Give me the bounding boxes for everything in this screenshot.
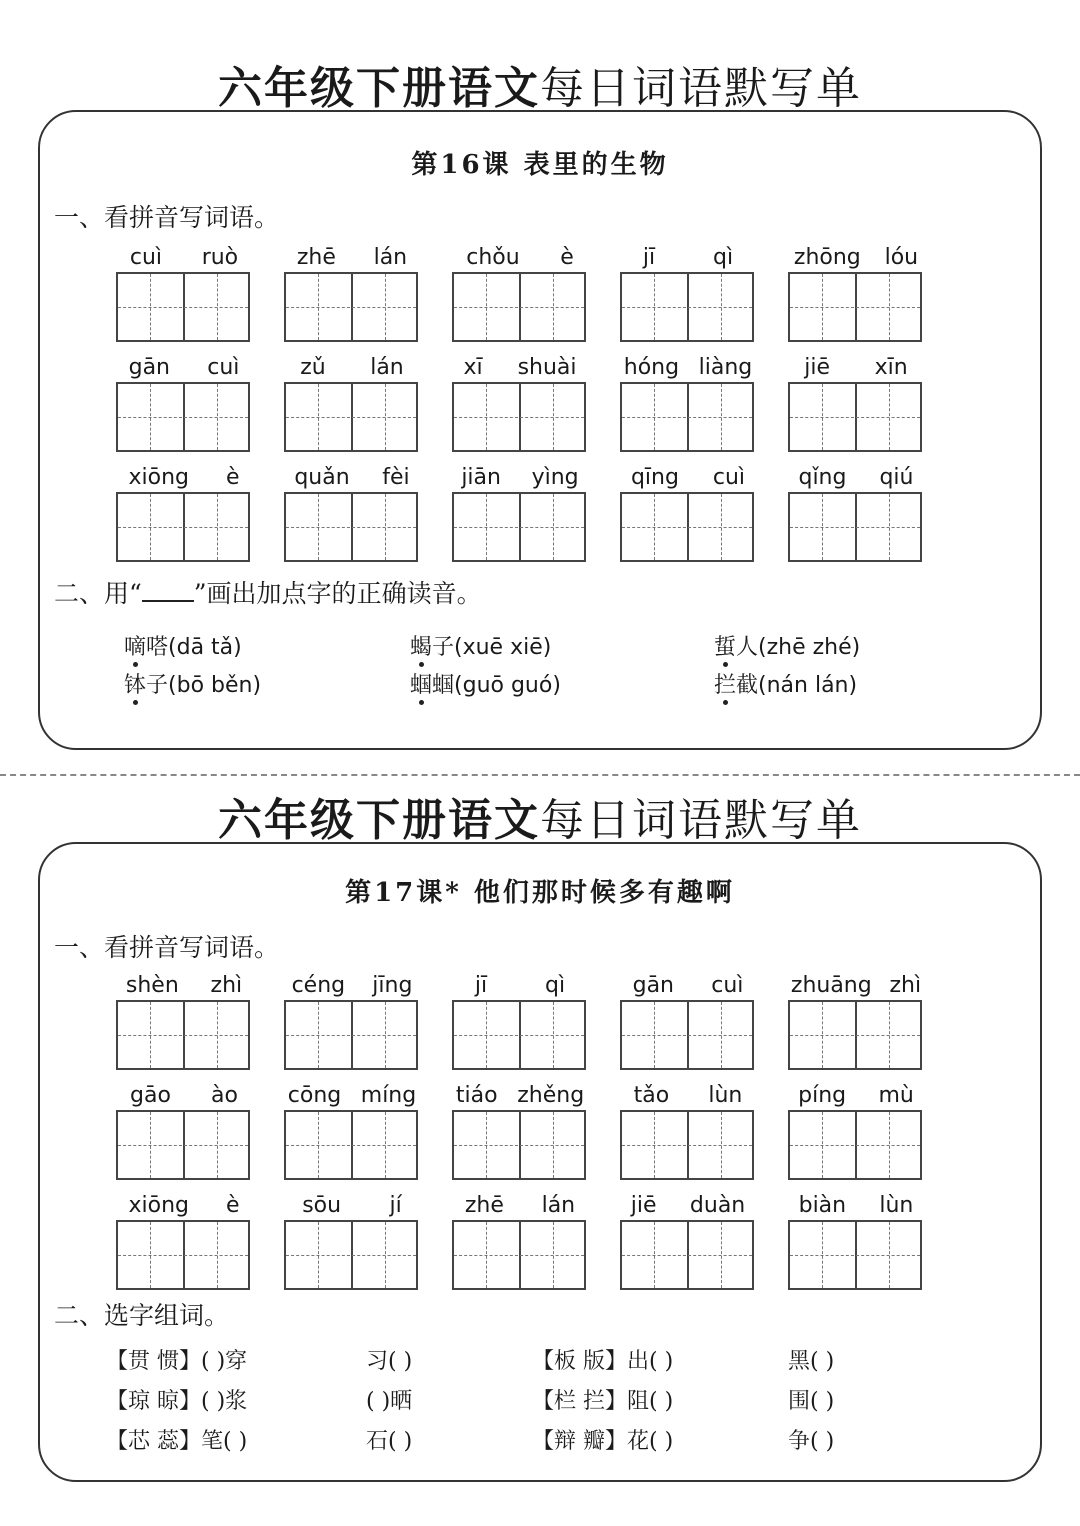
pinyin-syllable: mù: [878, 1083, 914, 1108]
pinyin-syllable: chǒu: [466, 245, 520, 270]
choose-row-3-left2: 石( ): [366, 1429, 413, 1454]
dotted-char: 蝈: [410, 668, 432, 699]
pinyin-syllable: zhěng: [517, 1083, 585, 1108]
pinyin-syllable: zhuāng: [790, 973, 872, 998]
pinyin-label: [278, 968, 426, 998]
choose-row-3-right2: 争( ): [788, 1429, 835, 1454]
writing-box[interactable]: [116, 272, 250, 342]
writing-box[interactable]: [452, 272, 586, 342]
writing-box[interactable]: [452, 1220, 586, 1290]
pinyin-syllable: jiē: [804, 355, 831, 380]
pinyin-syllable: è: [560, 245, 574, 270]
pinyin-syllable: liàng: [698, 355, 753, 380]
writing-box[interactable]: [284, 492, 418, 562]
pinyin-syllable: gān: [128, 355, 170, 380]
pinyin-syllable: zhē: [464, 1193, 504, 1218]
pinyin-syllable: xiōng: [128, 1193, 189, 1218]
question-text: 截(nán lán): [736, 673, 858, 698]
pinyin-syllable: cōng: [287, 1083, 342, 1108]
question-c2: [714, 668, 857, 699]
sheet1-title: [0, 52, 1080, 116]
pinyin-syllable: píng: [798, 1083, 847, 1108]
pinyin-syllable: ruò: [201, 245, 239, 270]
title-bold: 六年级下册语文: [218, 63, 540, 114]
section-pinyin-heading: 一、看拼音写词语。: [54, 933, 280, 962]
pinyin-label: [614, 1188, 762, 1218]
pinyin-syllable: cuì: [712, 465, 746, 490]
writing-box[interactable]: [284, 1110, 418, 1180]
question-text: 蝈(guō guó): [432, 673, 561, 698]
writing-box[interactable]: [788, 1110, 922, 1180]
pinyin-label: [278, 240, 426, 270]
pinyin-syllable: xīn: [874, 355, 908, 380]
underline-blank: [142, 600, 194, 602]
pinyin-syllable: míng: [360, 1083, 417, 1108]
pinyin-label: [446, 1078, 594, 1108]
question-text: 人(zhē zhé): [736, 635, 861, 660]
pinyin-syllable: jī: [642, 245, 656, 270]
question-a1: [124, 630, 242, 661]
pinyin-label: [614, 1078, 762, 1108]
choose-row-2-right: 【栏 拦】阻( ): [532, 1389, 674, 1414]
pinyin-label: [278, 1188, 426, 1218]
pinyin-syllable: tiáo: [455, 1083, 498, 1108]
pinyin-syllable: lán: [373, 245, 408, 270]
pinyin-syllable: quǎn: [294, 465, 350, 490]
writing-box[interactable]: [452, 382, 586, 452]
reading-heading-pre: 二、用“: [54, 579, 142, 608]
choose-row-1-left: 【贯 惯】( )穿: [106, 1349, 248, 1374]
pinyin-label: [614, 460, 762, 490]
choose-row-3-left: 【芯 蕊】笔( ): [106, 1429, 248, 1454]
pinyin-syllable: sōu: [302, 1193, 342, 1218]
pinyin-syllable: qǐng: [798, 465, 847, 490]
question-text: 嗒(dā tǎ): [146, 635, 242, 660]
pinyin-syllable: hóng: [623, 355, 680, 380]
writing-box[interactable]: [116, 492, 250, 562]
pinyin-syllable: cuì: [207, 355, 240, 380]
writing-box[interactable]: [116, 1110, 250, 1180]
pinyin-syllable: duàn: [689, 1193, 746, 1218]
pinyin-syllable: qīng: [630, 465, 679, 490]
pinyin-label: [110, 240, 258, 270]
pinyin-syllable: céng: [291, 973, 346, 998]
pinyin-label: [782, 1078, 930, 1108]
question-b2: [410, 668, 561, 699]
writing-box[interactable]: [788, 1000, 922, 1070]
pinyin-syllable: yìng: [531, 465, 579, 490]
pinyin-syllable: cuì: [711, 973, 744, 998]
pinyin-label: [110, 460, 258, 490]
section-reading-heading: [54, 574, 482, 610]
pinyin-syllable: qiú: [879, 465, 914, 490]
question-c1: [714, 630, 860, 661]
section-pinyin-heading: 一、看拼音写词语。: [54, 203, 280, 232]
pinyin-label: [110, 1078, 258, 1108]
choose-row-2-right2: 围( ): [788, 1389, 835, 1414]
pinyin-label: [110, 968, 258, 998]
writing-box[interactable]: [116, 382, 250, 452]
question-text: 子(bō běn): [146, 673, 262, 698]
writing-box[interactable]: [452, 1000, 586, 1070]
choose-row-3-right: 【辩 瓣】花( ): [532, 1429, 674, 1454]
pinyin-syllable: lóu: [884, 245, 919, 270]
pinyin-syllable: zhì: [889, 973, 922, 998]
pinyin-syllable: cuì: [129, 245, 162, 270]
pinyin-syllable: gāo: [130, 1083, 171, 1108]
dotted-char: 拦: [714, 668, 736, 699]
writing-box[interactable]: [788, 382, 922, 452]
pinyin-label: [110, 350, 258, 380]
pinyin-label: [614, 968, 762, 998]
pinyin-syllable: lùn: [708, 1083, 743, 1108]
pinyin-syllable: shèn: [125, 973, 179, 998]
pinyin-syllable: zhì: [210, 973, 243, 998]
sheet2-panel: [38, 842, 1042, 1482]
pinyin-syllable: zhē: [296, 245, 336, 270]
writing-box[interactable]: [284, 382, 418, 452]
dotted-char: 嘀: [124, 630, 146, 661]
pinyin-syllable: è: [225, 465, 240, 490]
pinyin-syllable: tǎo: [633, 1083, 670, 1108]
pinyin-syllable: shuài: [517, 355, 577, 380]
cut-line: [0, 774, 1080, 776]
pinyin-syllable: lán: [541, 1193, 576, 1218]
lesson-title: 第16课 表里的生物: [411, 150, 669, 180]
writing-box[interactable]: [284, 1220, 418, 1290]
writing-box[interactable]: [788, 1220, 922, 1290]
choose-row-2-left2: ( )晒: [366, 1389, 413, 1414]
sheet1-panel: [38, 110, 1042, 750]
choose-row-1-right2: 黑( ): [788, 1349, 835, 1374]
pinyin-syllable: jiān: [461, 465, 501, 490]
choose-row-1-right: 【板 版】出( ): [532, 1349, 674, 1374]
pinyin-syllable: biàn: [798, 1193, 847, 1218]
pinyin-syllable: xī: [463, 355, 483, 380]
pinyin-label: [446, 968, 594, 998]
dotted-char: 蝎: [410, 630, 432, 661]
question-a2: [124, 668, 261, 699]
writing-box[interactable]: [620, 1110, 754, 1180]
pinyin-syllable: qì: [713, 245, 734, 270]
pinyin-syllable: jī: [474, 973, 488, 998]
reading-heading-post: ”画出加点字的正确读音。: [193, 579, 482, 608]
lesson-title: 第17课* 他们那时候多有趣啊: [345, 878, 735, 908]
pinyin-syllable: gān: [632, 973, 674, 998]
section-choose-heading: 二、选字组词。: [54, 1301, 230, 1330]
writing-box[interactable]: [452, 492, 586, 562]
writing-box[interactable]: [788, 492, 922, 562]
writing-box[interactable]: [452, 1110, 586, 1180]
writing-box[interactable]: [620, 492, 754, 562]
writing-box[interactable]: [284, 272, 418, 342]
writing-box[interactable]: [620, 1000, 754, 1070]
choose-row-2-left: 【琼 晾】( )浆: [106, 1389, 248, 1414]
pinyin-label: [110, 1188, 258, 1218]
pinyin-syllable: jīng: [372, 973, 413, 998]
pinyin-syllable: è: [225, 1193, 240, 1218]
question-text: 子(xuē xiē): [432, 635, 552, 660]
pinyin-label: [782, 460, 930, 490]
pinyin-label: [446, 1188, 594, 1218]
title-script: 每日词语默写单: [540, 795, 862, 846]
writing-box[interactable]: [620, 1220, 754, 1290]
pinyin-syllable: fèi: [382, 465, 410, 490]
title-bold: 六年级下册语文: [218, 795, 540, 846]
title-script: 每日词语默写单: [540, 63, 862, 114]
pinyin-label: [446, 350, 594, 380]
pinyin-label: [278, 350, 426, 380]
pinyin-label: [278, 460, 426, 490]
pinyin-label: [278, 1078, 426, 1108]
pinyin-label: [782, 350, 930, 380]
pinyin-syllable: zǔ: [300, 355, 326, 380]
pinyin-syllable: qì: [545, 973, 566, 998]
pinyin-syllable: ào: [211, 1083, 238, 1108]
sheet2-title: [0, 784, 1080, 848]
pinyin-syllable: jiē: [630, 1193, 657, 1218]
question-b1: [410, 630, 551, 661]
choose-row-1-left2: 习( ): [366, 1349, 413, 1374]
pinyin-label: [782, 968, 930, 998]
writing-box[interactable]: [284, 1000, 418, 1070]
pinyin-syllable: xiōng: [128, 465, 189, 490]
dotted-char: 钵: [124, 668, 146, 699]
pinyin-label: [446, 460, 594, 490]
pinyin-label: [782, 240, 930, 270]
pinyin-label: [446, 240, 594, 270]
pinyin-syllable: lùn: [879, 1193, 914, 1218]
pinyin-label: [614, 350, 762, 380]
pinyin-syllable: lán: [370, 355, 404, 380]
pinyin-syllable: zhōng: [793, 245, 861, 270]
pinyin-syllable: jí: [389, 1193, 402, 1218]
writing-box[interactable]: [116, 1000, 250, 1070]
writing-box[interactable]: [620, 272, 754, 342]
pinyin-label: [614, 240, 762, 270]
dotted-char: 蜇: [714, 630, 736, 661]
pinyin-label: [782, 1188, 930, 1218]
writing-box[interactable]: [788, 272, 922, 342]
writing-box[interactable]: [116, 1220, 250, 1290]
writing-box[interactable]: [620, 382, 754, 452]
